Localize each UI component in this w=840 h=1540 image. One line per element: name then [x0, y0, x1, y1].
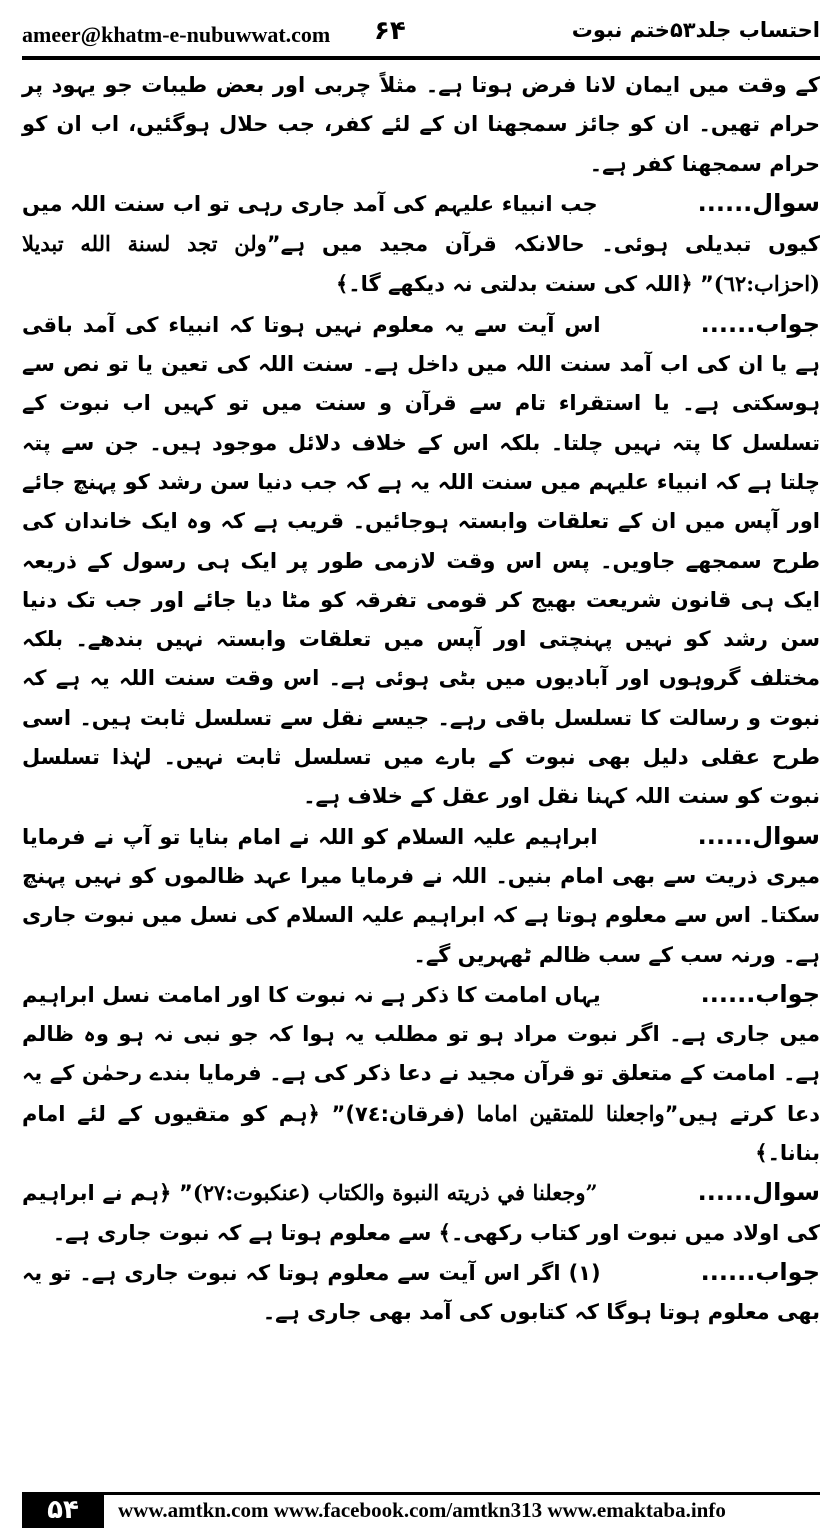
- answer-2: [22, 975, 820, 1173]
- answer-label: جواب......: [700, 979, 820, 1008]
- answer-label: جواب......: [700, 1257, 820, 1286]
- page-footer: [22, 1492, 820, 1528]
- question-text: ابراہیم علیہ السلام کو اللہ نے امام بنایا تو آپ نے فرمایا میری ذریت سے بھی امام بنیں۔ اللہ نے فرمایا میرا عہد ظالموں کو نہیں پہنچ سکتا۔ اس سے معلوم ہوتا ہے کہ ابراہیم علیہ السلام کی نسل میں نبوت جاری ہے۔ ورنہ سب کے سب ظالم ٹھہریں گے۔: [22, 824, 820, 967]
- answer-text: اس آیت سے یہ معلوم نہیں ہوتا کہ انبیاء کی آمد باقی ہے یا ان کی اب آمد سنت اللہ میں داخل ہے۔ سنت اللہ کی تعین یا تو نص سے ہوسکتی ہے۔ یا استقراء تام سے قرآن و سنت میں تو کہیں اب نبوت کے تسلسل کا پتہ نہیں چلتا۔ بلکہ اس کے خلاف دلائل موجود ہیں۔ جن سے پتہ چلتا ہے کہ انبیاء علیہم میں سنت اللہ یہ ہے کہ جب دنیا سن رشد کو پہنچ جائے اور آپس میں ان کے تعلقات وابستہ ہوجائیں۔ قریب ہے کہ وہ ایک خاندان کی طرح سمجھے جاویں۔ پس اس وقت لازمی طور پر ایک ہی رسول کے ذریعہ ایک ہی قانون شریعت بھیج کر قومی تفرقہ کو مٹا دیا جائے اور جب تک دنیا سن رشد کو نہیں پہنچتی اور آپس میں تعلقات وابستہ نہیں بندھے۔ بلکہ مختلف گروہوں اور آبادیوں میں بٹی ہوئی ہے۔ اس وقت سنت اللہ یہ ہے کہ نبوت و رسالت کا تسلسل باقی رہے۔ جیسے نقل سے تسلسل ثابت ہیں۔ اسی طرح عقلی دلیل بھی نبوت کے بارے میں تسلسل ثابت نہیں۔ لہٰذا تسلسل نبوت کو سنت اللہ کہنا نقل اور عقل کے خلاف ہے۔: [22, 312, 820, 809]
- question-1: [22, 184, 820, 305]
- verse-reference: (فرقان:٧٤): [345, 1101, 465, 1126]
- quran-verse: واجعلنا للمتقين اماما: [476, 1100, 665, 1126]
- quran-verse: ولن تجد لسنة الله تبديلا (احزاب:٦٢): [22, 231, 820, 297]
- question-2: [22, 817, 820, 975]
- question-label: سوال......: [697, 1178, 820, 1207]
- header-email[interactable]: ameer@khatm-e-nubuwwat.com: [22, 22, 331, 47]
- header-divider: [22, 56, 820, 60]
- answer-label: جواب......: [700, 309, 820, 338]
- question-text: جب انبیاء علیہم کی آمد جاری رہی تو اب سنت اللہ میں کیوں تبدیلی ہوئی۔ حالانکہ قرآن مجید میں ہے”: [22, 191, 820, 257]
- paragraph-intro: کے وقت میں ایمان لانا فرض ہوتا ہے۔ مثلاً چربی اور بعض طیبات جو یہود پر حرام تھیں۔ ان کو جائز سمجھنا ان کے لئے کفر، جب حلال ہوگئیں، اب ان کو حرام سمجھنا کفر ہے۔: [22, 73, 820, 176]
- question-label: سوال......: [697, 188, 820, 217]
- page-body: [22, 66, 820, 1476]
- answer-text: (۱) اگر اس آیت سے معلوم ہوتا کہ نبوت جاری ہے۔ تو یہ بھی معلوم ہوتا ہوگا کہ کتابوں کی آمد بھی جاری ہے۔: [22, 1260, 820, 1325]
- footer-links[interactable]: www.amtkn.com www.facebook.com/amtkn313 www.emaktaba.info: [118, 1498, 726, 1522]
- verse-translation: ” ﴿ہم کو متقیوں کے لئے امام بنانا۔﴾: [22, 1101, 820, 1166]
- answer-text: یہاں امامت کا ذکر ہے نہ نبوت کا اور امامت نسل ابراہیم میں جاری ہے۔ اگر نبوت مراد ہو تو مطلب یہ ہوا کہ جو نبی نہ ہو وہ ظالم ہے۔ امامت کے متعلق تو قرآن مجید نے دعا ذکر کی ہے۔ فرمایا بندے رحمٰن کے یہ دعا کرتے ہیں”: [22, 982, 820, 1126]
- footer-divider: [104, 1492, 820, 1495]
- question-label: سوال......: [697, 821, 820, 850]
- question-text: ” ﴿ہم نے ابراہیم کی اولاد میں نبوت اور کتاب رکھی۔﴾ سے معلوم ہوتا ہے کہ نبوت جاری ہے۔: [22, 1181, 820, 1245]
- header-title: احتساب جلد۵۳ختم نبوت: [571, 18, 820, 42]
- page-header: [22, 16, 820, 56]
- answer-1: [22, 305, 820, 817]
- verse-translation: ” ﴿اللہ کی سنت بدلتی نہ دیکھے گا۔﴾: [335, 272, 714, 297]
- header-page-number: ۶۴: [374, 16, 406, 46]
- footer-page-number: ۵۴: [22, 1492, 104, 1528]
- question-3: [22, 1173, 820, 1253]
- quran-verse: ”وجعلنا في ذريته النبوة والكتاب (عنكبوت:٢٧): [192, 1180, 598, 1206]
- answer-3: [22, 1253, 820, 1333]
